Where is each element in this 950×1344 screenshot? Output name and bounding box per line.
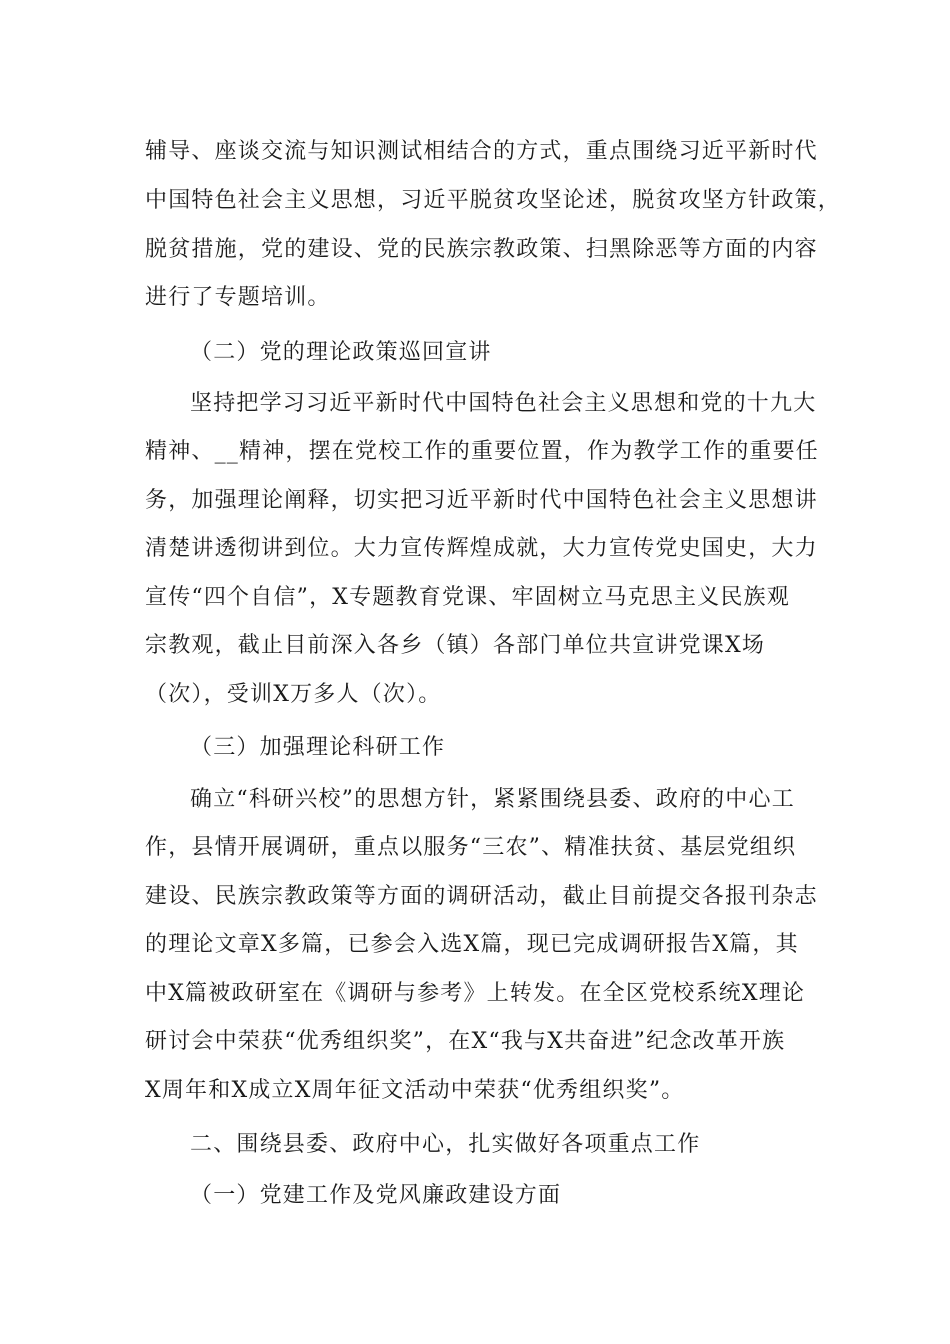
- paragraph-line: 作，县情开展调研，重点以服务“三农”、精准扶贫、基层党组织: [145, 835, 797, 860]
- section-heading: （三）加强理论科研工作: [190, 735, 446, 760]
- paragraph-line: 脱贫措施，党的建设、党的民族宗教政策、扫黑除恶等方面的内容: [145, 237, 818, 262]
- paragraph-line: 辅导、座谈交流与知识测试相结合的方式，重点围绕习近平新时代: [145, 139, 818, 164]
- paragraph-line: 精神、__精神，摆在党校工作的重要位置，作为教学工作的重要任: [145, 439, 820, 464]
- paragraph-line: 中国特色社会主义思想，习近平脱贫攻坚论述，脱贫攻坚方针政策，: [145, 188, 842, 213]
- paragraph-line: 宣传“四个自信”，X专题教育党课、牢固树立马克思主义民族观: [145, 585, 790, 610]
- section-heading: 二、围绕县委、政府中心，扎实做好各项重点工作: [190, 1132, 701, 1157]
- section-heading: （二）党的理论政策巡回宣讲: [190, 340, 492, 365]
- paragraph-line: 中X篇被政研室在《调研与参考》上转发。在全区党校系统X理论: [145, 981, 806, 1006]
- paragraph-line: X周年和X成立X周年征文活动中荣获“优秀组织奖”。: [145, 1078, 685, 1103]
- paragraph-line: 的理论文章X多篇，已参会入选X篇，现已完成调研报告X篇，其: [145, 932, 799, 957]
- paragraph-line: 清楚讲透彻讲到位。大力宣传辉煌成就，大力宣传党史国史，大力: [145, 536, 818, 561]
- paragraph-line: 务，加强理论阐释，切实把习近平新时代中国特色社会主义思想讲: [145, 488, 818, 513]
- paragraph-line: 宗教观，截止目前深入各乡（镇）各部门单位共宣讲党课X场: [145, 633, 766, 658]
- paragraph-line: （次），受训X万多人（次）。: [145, 682, 442, 707]
- paragraph-line: 坚持把学习习近平新时代中国特色社会主义思想和党的十九大: [190, 391, 817, 416]
- paragraph-line: 建设、民族宗教政策等方面的调研活动，截止目前提交各报刊杂志: [145, 884, 818, 909]
- paragraph-line: 确立“科研兴校”的思想方针，紧紧围绕县委、政府的中心工: [190, 787, 795, 812]
- paragraph-line: 进行了专题培训。: [145, 285, 331, 310]
- section-heading: （一）党建工作及党风廉政建设方面: [190, 1183, 562, 1208]
- paragraph-line: 研讨会中荣获“优秀组织奖”，在X“我与X共奋进”纪念改革开族: [145, 1029, 786, 1054]
